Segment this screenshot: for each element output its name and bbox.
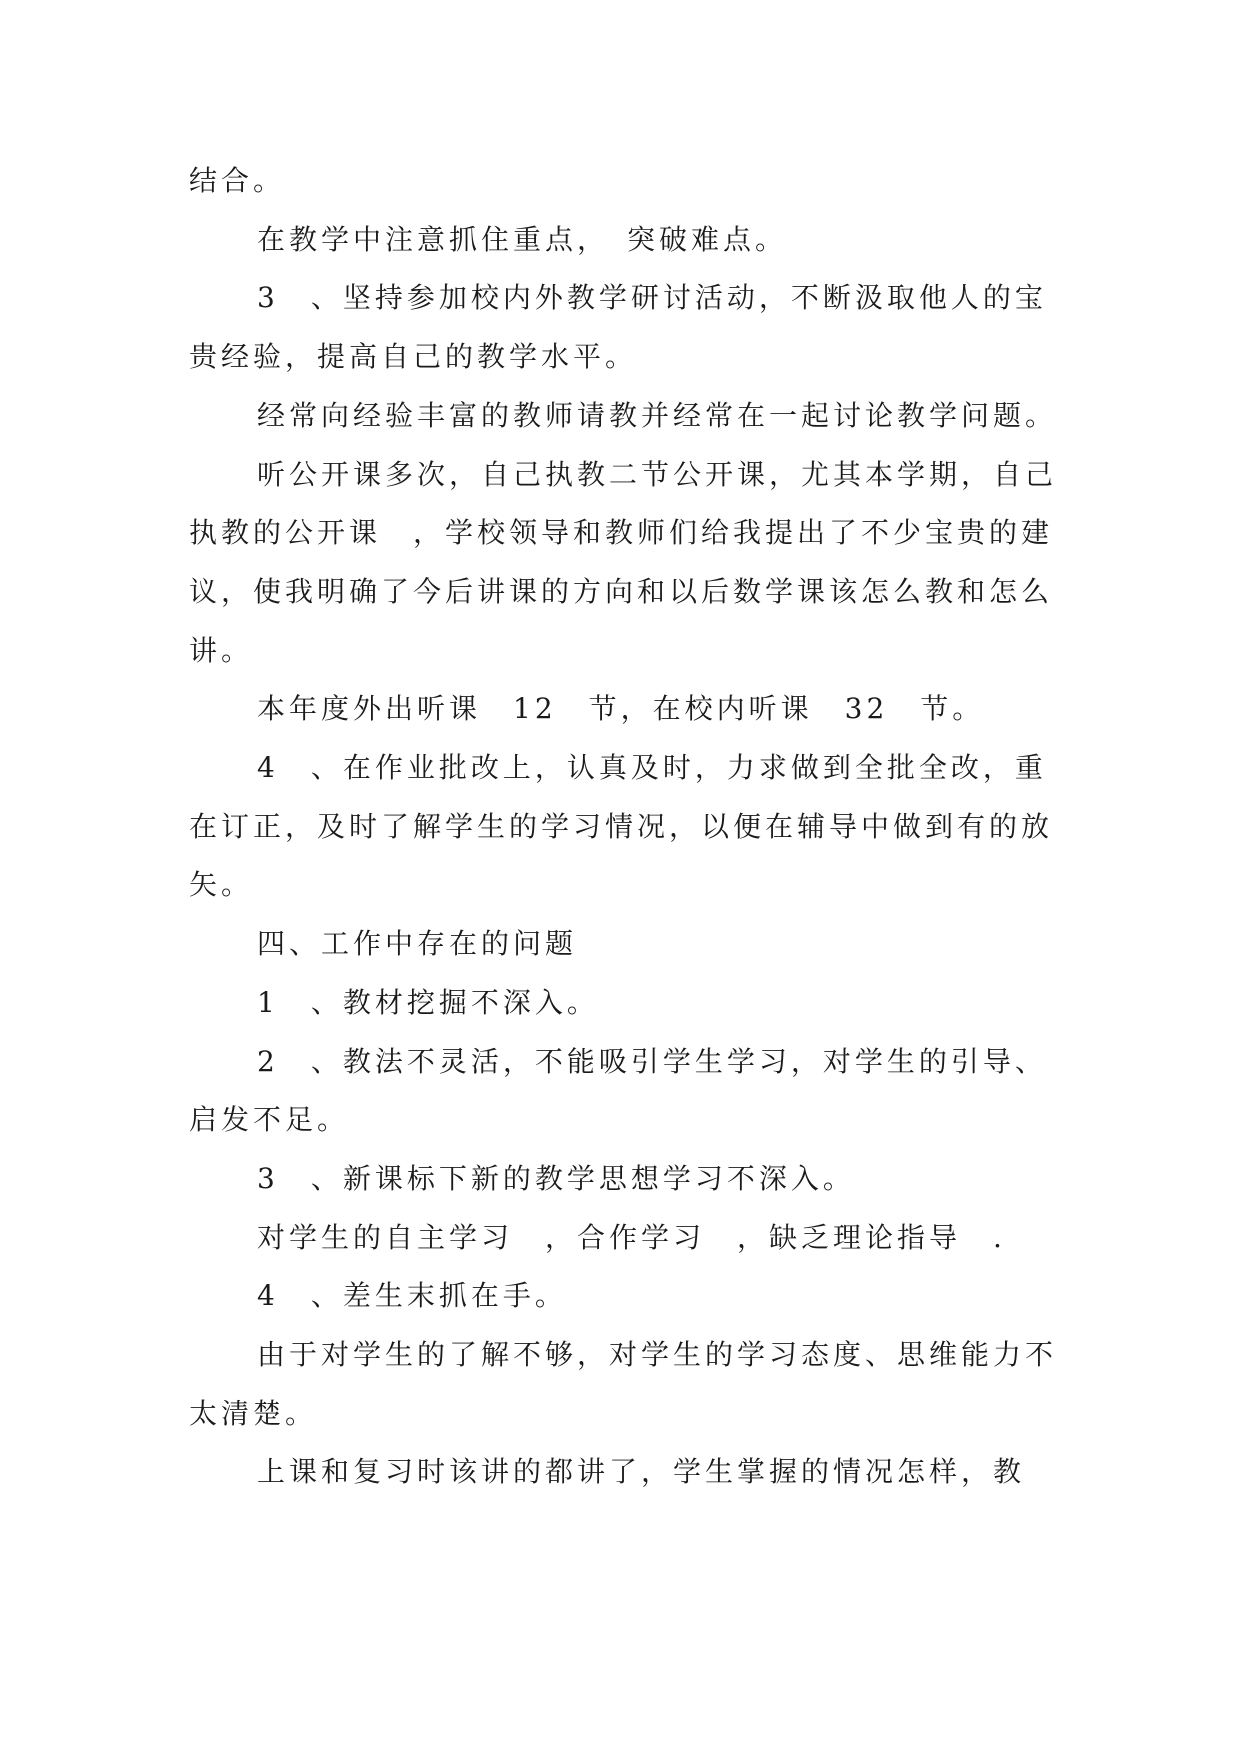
paragraph-5: 听公开课多次，自己执教二节公开课，尤其本学期，自己执教的公开课 ，学校领导和教师们给我提出了不少宝贵的建议，使我明确了今后讲课的方向和以后数学课该怎么教和怎么讲。 bbox=[189, 457, 1058, 667]
paragraph-10: 2 、教法不灵活，不能吸引学生学习，对学生的引导、启发不足。 bbox=[189, 1044, 1047, 1137]
paragraph-15: 上课和复习时该讲的都讲了，学生掌握的情况怎样，教 bbox=[257, 1455, 1026, 1489]
paragraph-3: 3 、坚持参加校内外教学研讨活动，不断汲取他人的宝贵经验，提高自己的教学水平。 bbox=[189, 281, 1047, 374]
paragraph-2: 在教学中注意抓住重点， 突破难点。 bbox=[257, 222, 788, 256]
paragraph-14: 由于对学生的了解不够，对学生的学习态度、思维能力不太清楚。 bbox=[189, 1338, 1058, 1430]
paragraph-7: 4 、在作业批改上，认真及时，力求做到全批全改，重在订正，及时了解学生的学习情况，以便在辅导中做到有的放矢。 bbox=[189, 751, 1054, 902]
section-heading: 四、工作中存在的问题 bbox=[257, 927, 578, 961]
paragraph-12: 对学生的自主学习 ，合作学习 ，缺乏理论指导 . bbox=[257, 1220, 1006, 1254]
paragraph-4: 经常向经验丰富的教师请教并经常在一起讨论教学问题。 bbox=[257, 398, 1058, 432]
paragraph-1: 结合。 bbox=[189, 164, 286, 197]
paragraph-9: 1 、教材挖掘不深入。 bbox=[257, 985, 599, 1019]
paragraph-11: 3 、新课标下新的教学思想学习不深入。 bbox=[257, 1161, 855, 1195]
paragraph-13: 4 、差生末抓在手。 bbox=[257, 1279, 567, 1313]
document-body bbox=[189, 152, 1069, 1502]
paragraph-6: 本年度外出听课 12 节，在校内听课 32 节。 bbox=[257, 692, 985, 726]
